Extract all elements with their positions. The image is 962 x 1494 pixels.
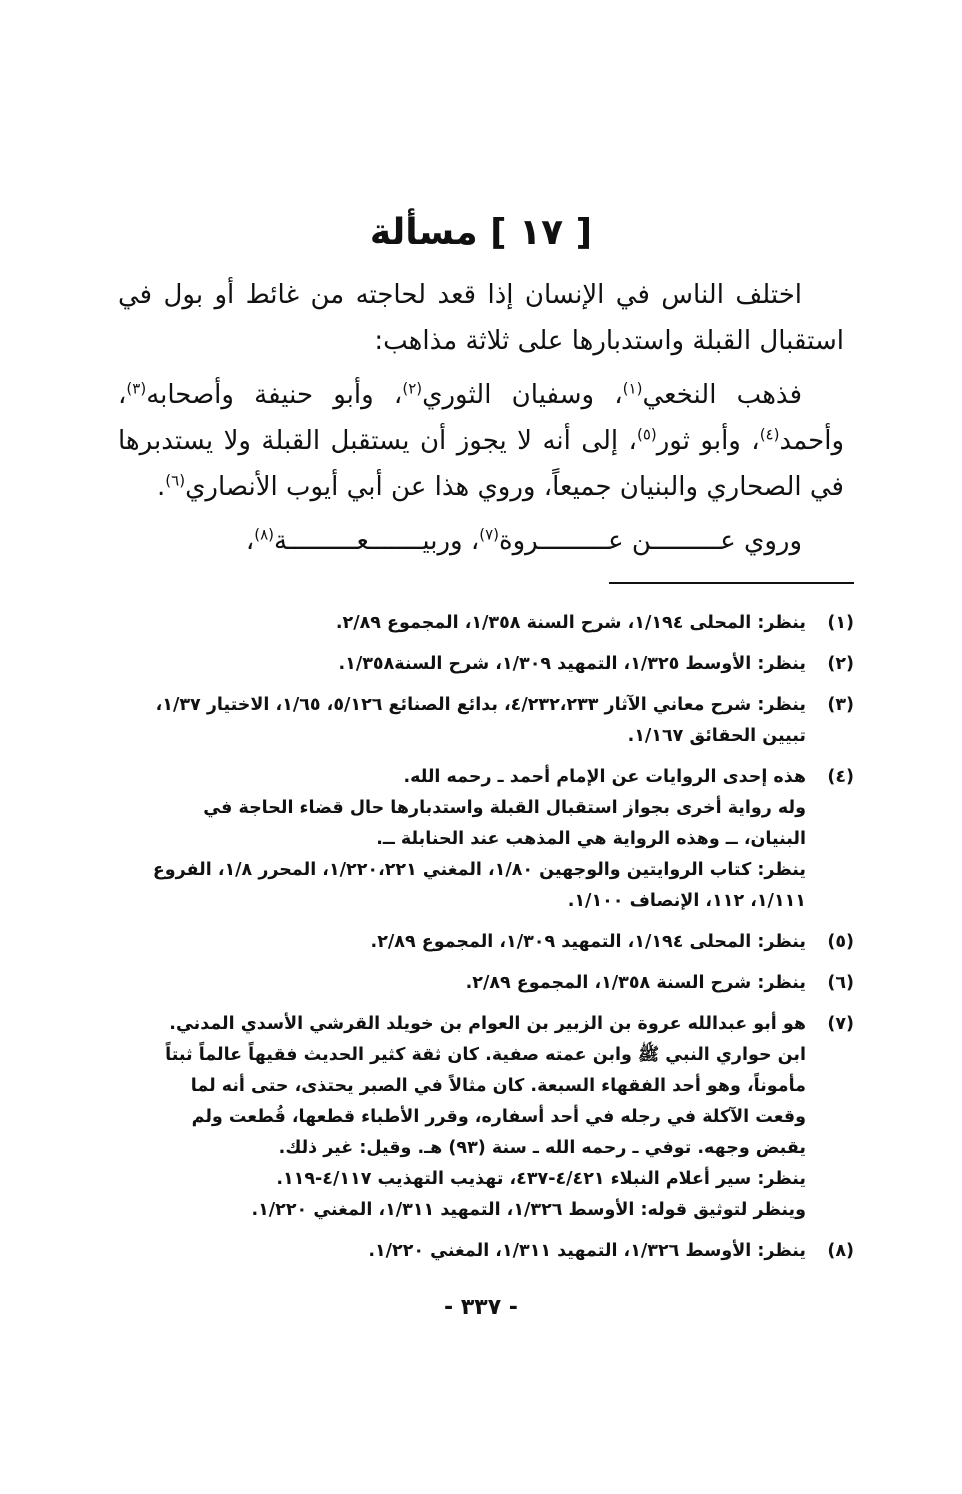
footnote-line: ينظر: شرح السنة ١/٣٥٨، المجموع ٢/٨٩. — [465, 973, 806, 993]
footnote-number: (٢) — [827, 654, 854, 674]
footnote-line: ينظر: شرح معاني الآثار ٤/٢٣٢،٢٣٣، بدائع الصنائع ٥/١٢٦، ١/٦٥، الاختيار ١/٣٧، تبيين الحقائق ١/١٦٧. — [155, 695, 806, 746]
footnote-separator — [609, 582, 854, 584]
text-segment: ، وأحمد — [118, 380, 844, 456]
footnote-ref-4[interactable]: (٤) — [759, 425, 780, 444]
footnote-number: (٣) — [827, 695, 854, 715]
main-text — [118, 272, 844, 572]
footnote-2 — [138, 649, 854, 680]
footnote-ref-2[interactable]: (٢) — [402, 379, 423, 398]
footnote-line: ينظر: سير أعلام النبلاء ٤/٤٢١-٤٣٧، تهذيب التهذيب ٤/١١٧-١١٩. — [276, 1169, 806, 1189]
footnote-number: (٥) — [827, 932, 854, 952]
paragraph-second-school — [118, 518, 844, 564]
footnote-number: (٧) — [827, 1014, 854, 1034]
issue-title: [ ١٧ ] مسألة — [369, 212, 593, 253]
footnote-line: ينظر: المحلى ١/١٩٤، التمهيد ١/٣٠٩، المجموع ٢/٨٩. — [370, 932, 806, 952]
text-segment: ، وأبو حنيفة وأصحابه — [146, 380, 403, 410]
footnote-ref-7[interactable]: (٧) — [479, 525, 499, 544]
footnote-ref-6[interactable]: (٦) — [165, 471, 186, 490]
footnote-line: هو أبو عبدالله عروة بن الزبير بن العوام بن خويلد القرشي الأسدي المدني. ابن حواري النبي ﷺ وابن عمته صفية. كان ثقة كثير الحديث فقيهاً عالماً ثبتاً مأموناً، وهو أحد الفقهاء السبعة. كان مثالاً في الصبر يحتذى، حتى أنه لما وقعت الآكلة في رجله في أحد أسفاره، وقرر الأطباء قطعها، قُطعت ولم يقبض وجهه. توفي ـ رحمه الله ـ سنة (٩٣) هـ. وقيل: غير ذلك. — [165, 1014, 806, 1158]
text-segment: ، وأبو ثور — [656, 426, 760, 456]
footnote-4 — [138, 762, 854, 917]
footnote-line: ينظر: المحلى ١/١٩٤، شرح السنة ١/٣٥٨، المجموع ٢/٨٩. — [335, 613, 806, 633]
page-number: - ٣٣٧ - — [444, 1295, 518, 1320]
paragraph-first-school — [118, 372, 844, 510]
footnote-line: ينظر: كتاب الروايتين والوجهين ١/٨٠، المغني ١/٢٢٠،٢٢١، المحرر ١/٨، الفروع ١/١١١، ١١٢، الإنصاف ١/١٠٠. — [152, 860, 806, 911]
text-segment: ، — [245, 526, 255, 556]
footnote-line: ينظر: الأوسط ١/٣٢٦، التمهيد ١/٣١١، المغني ١/٢٢٠. — [368, 1241, 806, 1261]
footnote-line: هذه إحدى الروايات عن الإمام أحمد ـ رحمه الله. — [403, 767, 806, 787]
text-segment: . — [157, 472, 166, 502]
footnote-line: وله رواية أخرى بجواز استقبال القبلة واستدبارها حال قضاء الحاجة في البنيان، ــ وهذه الرواية هي المذهب عند الحنابلة ــ. — [203, 798, 806, 849]
footnote-line: ينظر: الأوسط ١/٣٢٥، التمهيد ١/٣٠٩، شرح السنة١/٣٥٨. — [338, 654, 806, 674]
footnotes — [138, 608, 854, 1277]
footnote-number: (٦) — [827, 973, 854, 993]
text-segment: فذهب النخعي — [642, 380, 802, 410]
footnote-5 — [138, 927, 854, 958]
text-segment: ، وسفيان الثوري — [422, 380, 623, 410]
footnote-ref-1[interactable]: (١) — [622, 379, 643, 398]
footnote-number: (٤) — [827, 767, 854, 787]
footnote-number: (١) — [827, 613, 854, 633]
paragraph-intro: اختلف الناس في الإنسان إذا قعد لحاجته من غائط أو بول في استقبال القبلة واستدبارها على ثلاثة مذاهب: — [118, 280, 844, 356]
footnote-1 — [138, 608, 854, 639]
footnote-line: وينظر لتوثيق قوله: الأوسط ١/٣٢٦، التمهيد ١/٣١١، المغني ١/٢٢٠. — [251, 1200, 806, 1220]
footnote-8 — [138, 1236, 854, 1267]
footnote-7 — [138, 1009, 854, 1226]
text-segment: ، إلى أنه لا يجوز أن يستقبل القبلة ولا يستدبرها في الصحاري والبنيان جميعاً، وروي هذا عن أبي أيوب الأنصاري — [118, 426, 844, 502]
footnote-number: (٨) — [827, 1241, 854, 1261]
text-segment: وروي عـــــــــن عـــــــــروة — [499, 526, 802, 556]
text-segment: ، وربيـــــــعـــــــــة — [274, 526, 480, 556]
footnote-ref-3[interactable]: (٣) — [126, 379, 147, 398]
footnote-ref-8[interactable]: (٨) — [254, 525, 274, 544]
footnote-3 — [138, 690, 854, 752]
footnote-6 — [138, 968, 854, 999]
footnote-ref-5[interactable]: (٥) — [636, 425, 657, 444]
